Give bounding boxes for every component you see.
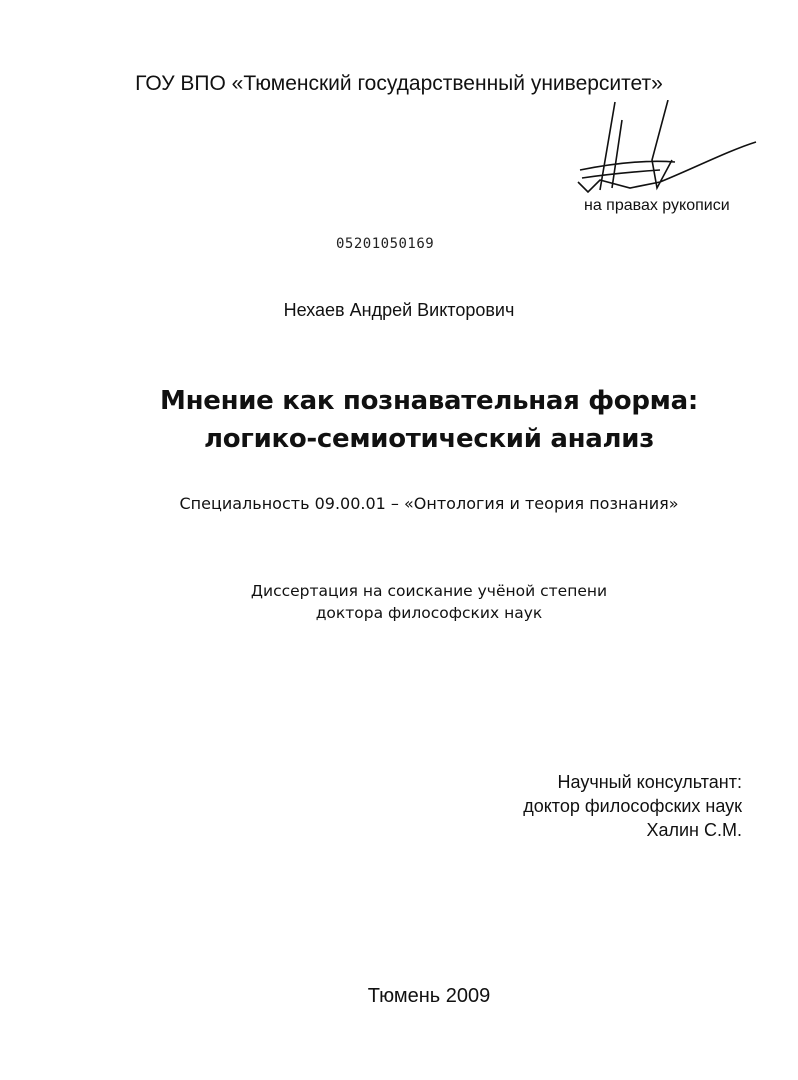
catalog-number: 05201050169: [336, 236, 435, 252]
city-year: Тюмень 2009: [367, 985, 491, 1007]
degree-line-2: доктора философских наук: [315, 604, 543, 622]
title-line-2: логико-семиотический анализ: [203, 424, 655, 454]
manuscript-rights-note: на правах рукописи: [584, 197, 730, 214]
degree-line-1: Диссертация на соискание учёной степени: [250, 582, 608, 600]
consultant-degree: доктор философских наук: [523, 796, 742, 816]
specialty: Специальность 09.00.01 – «Онтология и теория познания»: [179, 494, 679, 513]
consultant-name: Халин С.М.: [646, 820, 742, 840]
consultant-block: [523, 770, 742, 842]
author-name: Нехаев Андрей Викторович: [283, 300, 515, 320]
consultant-label: Научный консультант:: [557, 772, 742, 792]
title-line-1: Мнение как познавательная форма:: [160, 386, 698, 416]
institution-name: ГОУ ВПО «Тюменский государственный университет»: [135, 72, 663, 95]
signature: [560, 100, 760, 200]
